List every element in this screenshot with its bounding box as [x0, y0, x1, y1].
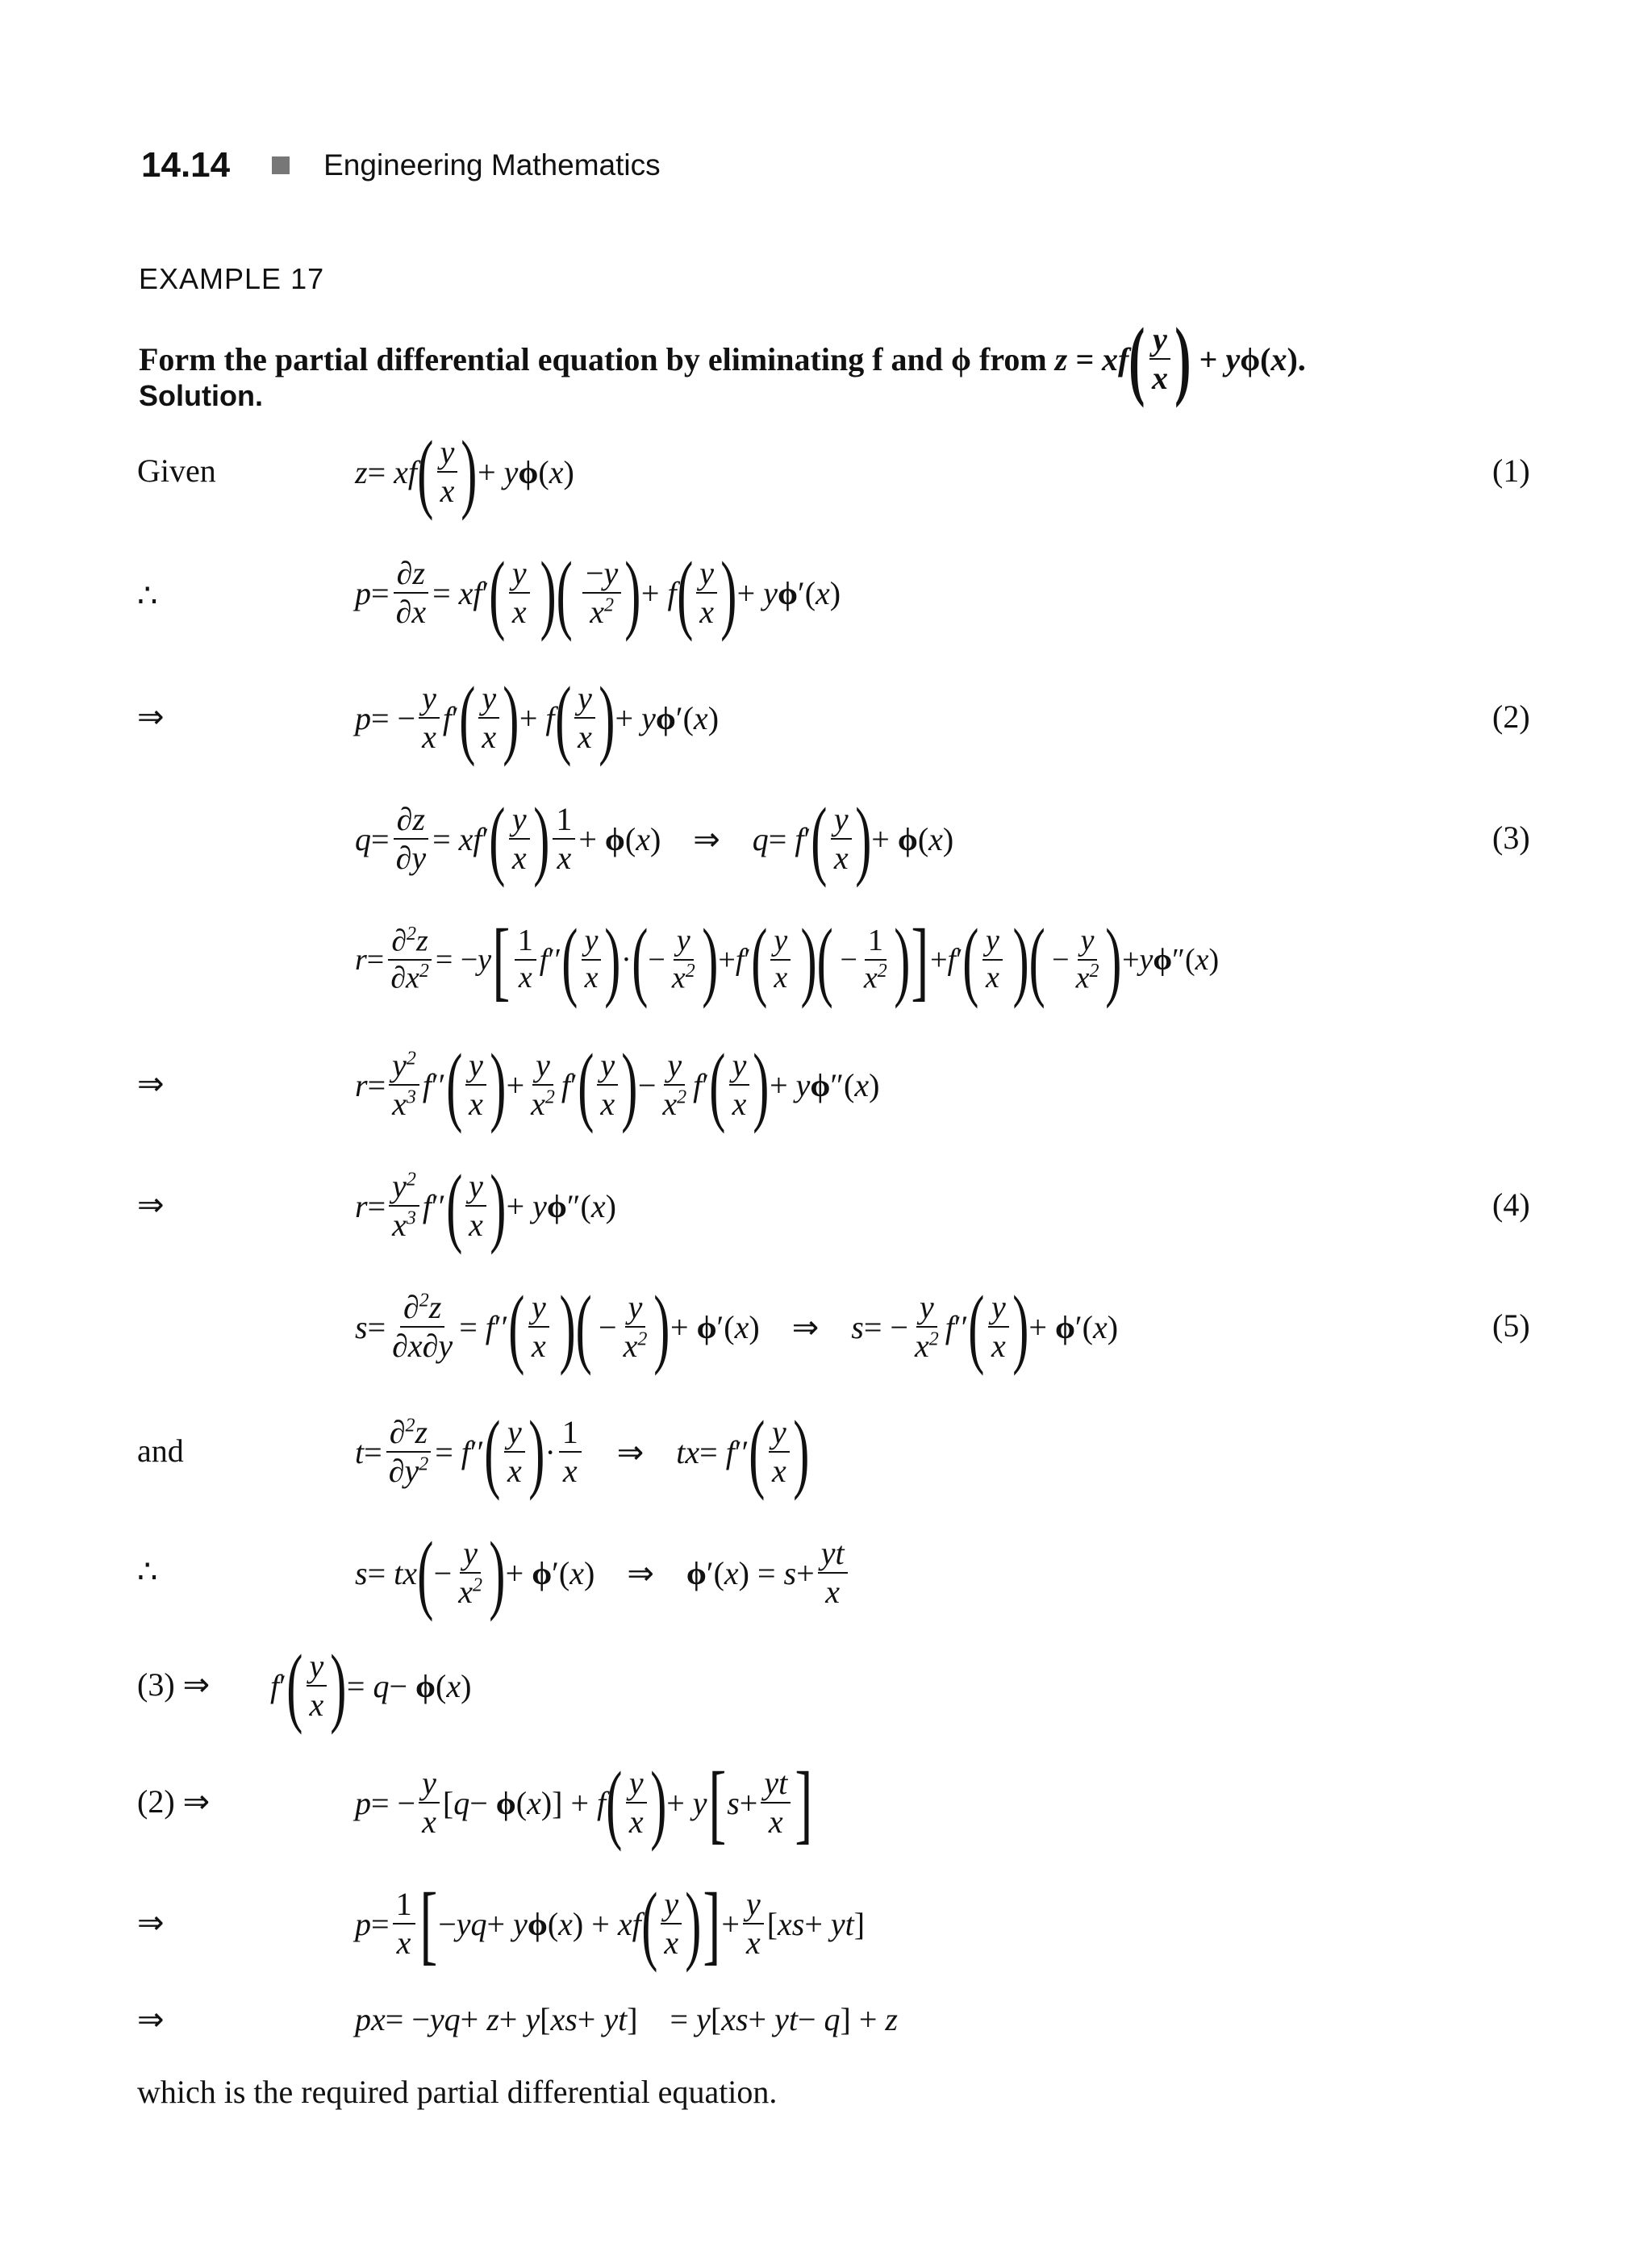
book-title: Engineering Mathematics	[323, 148, 661, 181]
therefore-symbol: ∴	[137, 578, 158, 614]
tag-2: (2)	[1492, 698, 1530, 735]
tag-3: (3)	[1492, 819, 1530, 856]
question-text: Form the partial differential equation by eliminating f and ϕ from	[139, 340, 1047, 377]
equation-3: q = $\frac{\partial z}{\partial y}$ = xf ′ ( y x ) 1 x + ϕ( x ) ⇒ q = f ′ ( y x ) + ϕ( x )	[355, 790, 954, 888]
page-number: 14.14	[141, 145, 231, 185]
from-eq3-label: (3) ⇒	[137, 1666, 211, 1703]
implies-symbol: ⇒	[137, 698, 165, 735]
solution-label: Solution.	[139, 379, 263, 412]
implies-symbol: ⇒	[137, 2001, 165, 2037]
equation-1: z = xf ( y x ) + y ϕ( x )	[355, 423, 574, 521]
page-header	[141, 145, 661, 186]
tag-4: (4)	[1492, 1186, 1530, 1223]
from-eq2-label: (2) ⇒	[137, 1783, 211, 1820]
equation-s-tx: s = tx ( − $\frac{y}{x^2}$ ) + ϕ′( x ) ⇒ ϕ′( x ) = s + $\frac{yt}{x}$	[355, 1528, 851, 1617]
equation-r-expanded: r = $\frac{\partial^2z}{\partial x^2}$ = − y [ 1 x f ′′ ( y x ) · ( − $\frac{y}{x^2}$ ) + f ′ ( y x )( − $\frac{1}{x^2}$ ) ] + f ′ ( y x )( − $\frac{y}{x^2}$ ) + y ϕ″( x )	[355, 911, 1220, 1009]
equation-final: px = − yq + z + y [ xs + yt ] = y [ xs + yt − q ] + z	[355, 2001, 898, 2037]
tag-5: (5)	[1492, 1307, 1530, 1344]
tag-1: (1)	[1492, 452, 1530, 489]
example-label: EXAMPLE 17	[139, 262, 325, 295]
example-question	[139, 310, 1306, 408]
header-square-icon	[272, 156, 290, 174]
equation-t: t = $\frac{\partial^2z}{\partial y^2}$ = f ′′ ( y x ) · 1 x ⇒ tx = f ′′ ( y x )	[355, 1403, 810, 1501]
implies-symbol: ⇒	[137, 1065, 165, 1102]
closing-sentence: which is the required partial differential equation.	[137, 2074, 778, 2110]
equation-4: r = $\frac{y^2}{x^3}$ f ′′ ( y x ) + y ϕ″( x )	[355, 1157, 616, 1255]
given-label: Given	[137, 452, 216, 489]
implies-symbol: ⇒	[137, 1904, 165, 1941]
and-label: and	[137, 1432, 184, 1469]
implies-symbol: ⇒	[137, 1186, 165, 1223]
equation-p: p = $\frac{\partial z}{\partial x}$ = xf ′ ( y x )( −y $x^2$ ) + f ( y x ) + y ϕ′( x )	[355, 544, 841, 642]
equation-r-simplified: r = $\frac{y^2}{x^3}$ f ′′ ( y x ) + $\frac{y}{x^2}$ f ′ ( y x ) − $\frac{y}{x^2}$ f ′ ( y x ) + y ϕ″( x )	[355, 1036, 880, 1134]
question-formula: z = xf ( y x ) + y ϕ( x ).	[1054, 310, 1306, 408]
equation-f-prime: f ′ ( y x ) = q − ϕ( x )	[270, 1637, 472, 1735]
equation-5: s = $\frac{\partial^2z}{\partial x\partial y}$ = f ′′ ( y x )( − $\frac{y}{x^2}$ ) + ϕ′( x ) ⇒ s = − $\frac{y}{x^2}$ f ′′ ( y x ) + ϕ′( x )	[355, 1278, 1119, 1376]
equation-p-factored: p = $\frac{1}{x}$ [ − yq + y ϕ( x ) + xf ( y x ) ] + $\frac{y}{x}$ [ xs + yt ]	[355, 1874, 866, 1973]
equation-2: p = − $\frac{y}{x}$ f ′ ( y x ) + f ( y x ) + y ϕ′( x )	[355, 669, 720, 767]
equation-p-substituted: p = − $\frac{y}{x}$ [ q − ϕ( x )] + f ( y x ) + y [ s + $\frac{yt}{x}$ ]	[355, 1754, 813, 1852]
therefore-symbol: ∴	[137, 1553, 158, 1590]
